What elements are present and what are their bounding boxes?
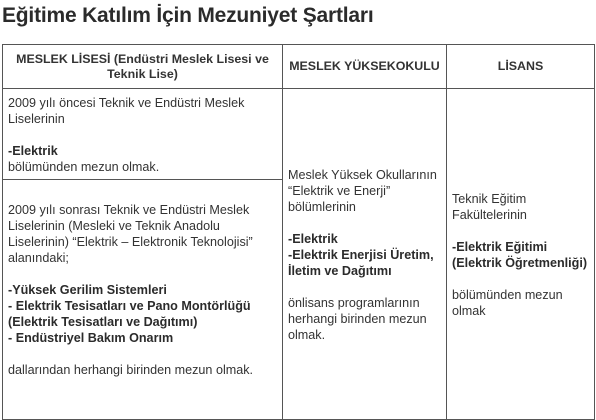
- cell-lise-pre2009: [3, 89, 283, 180]
- lise-post2009-outro: dallarından herhangi birinden mezun olmak.: [8, 363, 254, 377]
- cell-myo: [283, 89, 447, 420]
- lise-pre2009-intro: 2009 yılı öncesi Teknik ve Endüstri Meslek Liselerinin: [8, 96, 245, 126]
- cell-lisans: [447, 89, 595, 420]
- lise-post2009-program-3: - Endüstriyel Bakım Onarım: [8, 331, 174, 345]
- myo-program-1: -Elektrik: [288, 232, 338, 246]
- lise-post2009-program-2: - Elektrik Tesisatları ve Pano Montörlüğü (Elektrik Tesisatları ve Dağıtımı): [8, 299, 251, 329]
- myo-program-2: -Elektrik Enerjisi Üretim, İletim ve Dağıtımı: [288, 248, 434, 278]
- header-meslek-lisesi: MESLEK LİSESİ (Endüstri Meslek Lisesi ve Teknik Lise): [3, 45, 283, 89]
- lise-post2009-intro: 2009 yılı sonrası Teknik ve Endüstri Meslek Liselerinin (Mesleki ve Teknik Anadolu Liselerinin) “Elektrik – Elektronik Teknolojisi” alanındaki;: [8, 203, 253, 265]
- table-row: [3, 89, 595, 180]
- lise-pre2009-program: -Elektrik: [8, 144, 58, 158]
- lisans-intro: Teknik Eğitim Fakültelerinin: [452, 192, 527, 222]
- requirements-table: [2, 44, 595, 420]
- lise-pre2009-outro: bölümünden mezun olmak.: [8, 160, 160, 174]
- lisans-program: -Elektrik Eğitimi (Elektrik Öğretmenliği): [452, 240, 588, 270]
- page-title: Eğitime Katılım İçin Mezuniyet Şartları: [2, 4, 374, 27]
- header-lisans: LİSANS: [447, 45, 595, 89]
- cell-lise-post2009: [3, 180, 283, 420]
- lise-post2009-program-1: -Yüksek Gerilim Sistemleri: [8, 283, 167, 297]
- header-meslek-yuksekokulu: MESLEK YÜKSEKOKULU: [283, 45, 447, 89]
- myo-outro: önlisans programlarının herhangi birinden mezun olmak.: [288, 296, 427, 342]
- table-header-row: [3, 45, 595, 89]
- myo-intro: Meslek Yüksek Okullarının “Elektrik ve Enerji” bölümlerinin: [288, 168, 437, 214]
- lisans-outro: bölümünden mezun olmak: [452, 288, 563, 318]
